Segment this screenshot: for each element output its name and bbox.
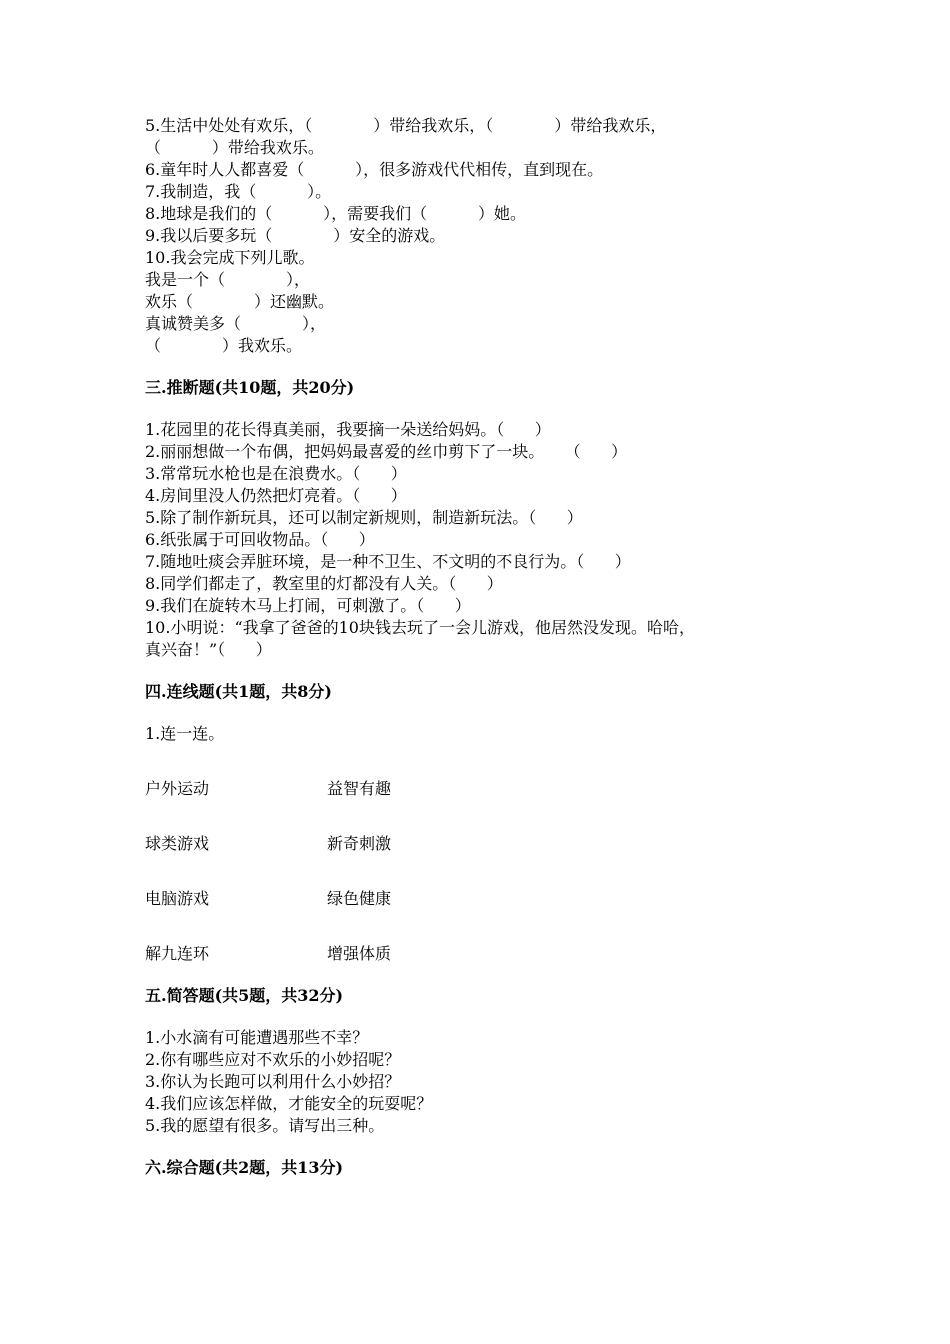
question-line: 1.花园里的花长得真美丽，我要摘一朵送给妈妈。（ ）	[145, 420, 551, 439]
section-title: 六.综合题(共2题，共13分)	[145, 1158, 344, 1177]
match-row	[145, 888, 815, 910]
section-matching	[145, 681, 815, 965]
question-line: 欢乐（ ）还幽默。	[145, 292, 335, 311]
question-line: 9.我以后要多玩（ ）安全的游戏。	[145, 226, 446, 245]
section-short-answer	[145, 985, 815, 1137]
match-right-item: 益智有趣	[327, 779, 392, 798]
match-left-item: 解九连环	[145, 944, 210, 963]
question-line: 10.小明说：“我拿了爸爸的10块钱去玩了一会儿游戏，他居然没发现。哈哈，	[145, 618, 695, 637]
question-line: （ ）带给我欢乐。	[145, 138, 324, 157]
section-judgement	[145, 377, 815, 661]
match-left-item: 户外运动	[145, 779, 210, 798]
question-line: 真诚赞美多（ ），	[145, 314, 327, 333]
question-line: 1.连一连。	[145, 724, 225, 743]
question-line: 5.我的愿望有很多。请写出三种。	[145, 1116, 385, 1135]
question-line: 5.生活中处处有欢乐，（ ）带给我欢乐，（ ）带给我欢乐，	[145, 116, 667, 135]
question-line: 2.你有哪些应对不欢乐的小妙招呢？	[145, 1050, 401, 1069]
question-line: 7.随地吐痰会弄脏环境，是一种不卫生、不文明的不良行为。（ ）	[145, 552, 631, 571]
match-row	[145, 943, 815, 965]
question-line: 6.纸张属于可回收物品。（ ）	[145, 530, 375, 549]
question-line: 7.我制造，我（ ）。	[145, 182, 332, 201]
question-line: 8.同学们都走了，教室里的灯都没有人关。（ ）	[145, 574, 503, 593]
match-right-item: 新奇刺激	[327, 834, 392, 853]
section-title: 三.推断题(共10题，共20分)	[145, 378, 355, 397]
question-line: 3.你认为长跑可以利用什么小妙招？	[145, 1072, 401, 1091]
fill-blank-continued	[145, 115, 815, 357]
section-title: 五.简答题(共5题，共32分)	[145, 986, 344, 1005]
question-line: 6.童年时人人都喜爱（ ），很多游戏代代相传，直到现在。	[145, 160, 604, 179]
question-line: 4.房间里没人仍然把灯亮着。（ ）	[145, 486, 407, 505]
question-line: 3.常常玩水枪也是在浪费水。（ ）	[145, 464, 407, 483]
question-line: 2.丽丽想做一个布偶，把妈妈最喜爱的丝巾剪下了一块。 （ ）	[145, 442, 628, 461]
question-line: 我是一个（ ），	[145, 270, 311, 289]
match-left-item: 球类游戏	[145, 834, 210, 853]
question-line: （ ）我欢乐。	[145, 336, 303, 355]
match-right-item: 绿色健康	[327, 889, 392, 908]
worksheet-page	[145, 115, 815, 1179]
match-row	[145, 778, 815, 800]
section-title: 四.连线题(共1题，共8分)	[145, 682, 332, 701]
section-comprehensive	[145, 1157, 815, 1179]
question-line: 5.除了制作新玩具，还可以制定新规则，制造新玩法。（ ）	[145, 508, 583, 527]
question-line: 9.我们在旋转木马上打闹，可刺激了。（ ）	[145, 596, 471, 615]
question-line: 10.我会完成下列儿歌。	[145, 248, 315, 267]
question-line: 1.小水滴有可能遭遇那些不幸？	[145, 1028, 369, 1047]
question-line: 真兴奋！”（ ）	[145, 640, 272, 659]
match-left-item: 电脑游戏	[145, 889, 210, 908]
match-right-item: 增强体质	[327, 944, 392, 963]
question-line: 4.我们应该怎样做，才能安全的玩耍呢？	[145, 1094, 433, 1113]
match-row	[145, 833, 815, 855]
question-line: 8.地球是我们的（ ），需要我们（ ）她。	[145, 204, 526, 223]
